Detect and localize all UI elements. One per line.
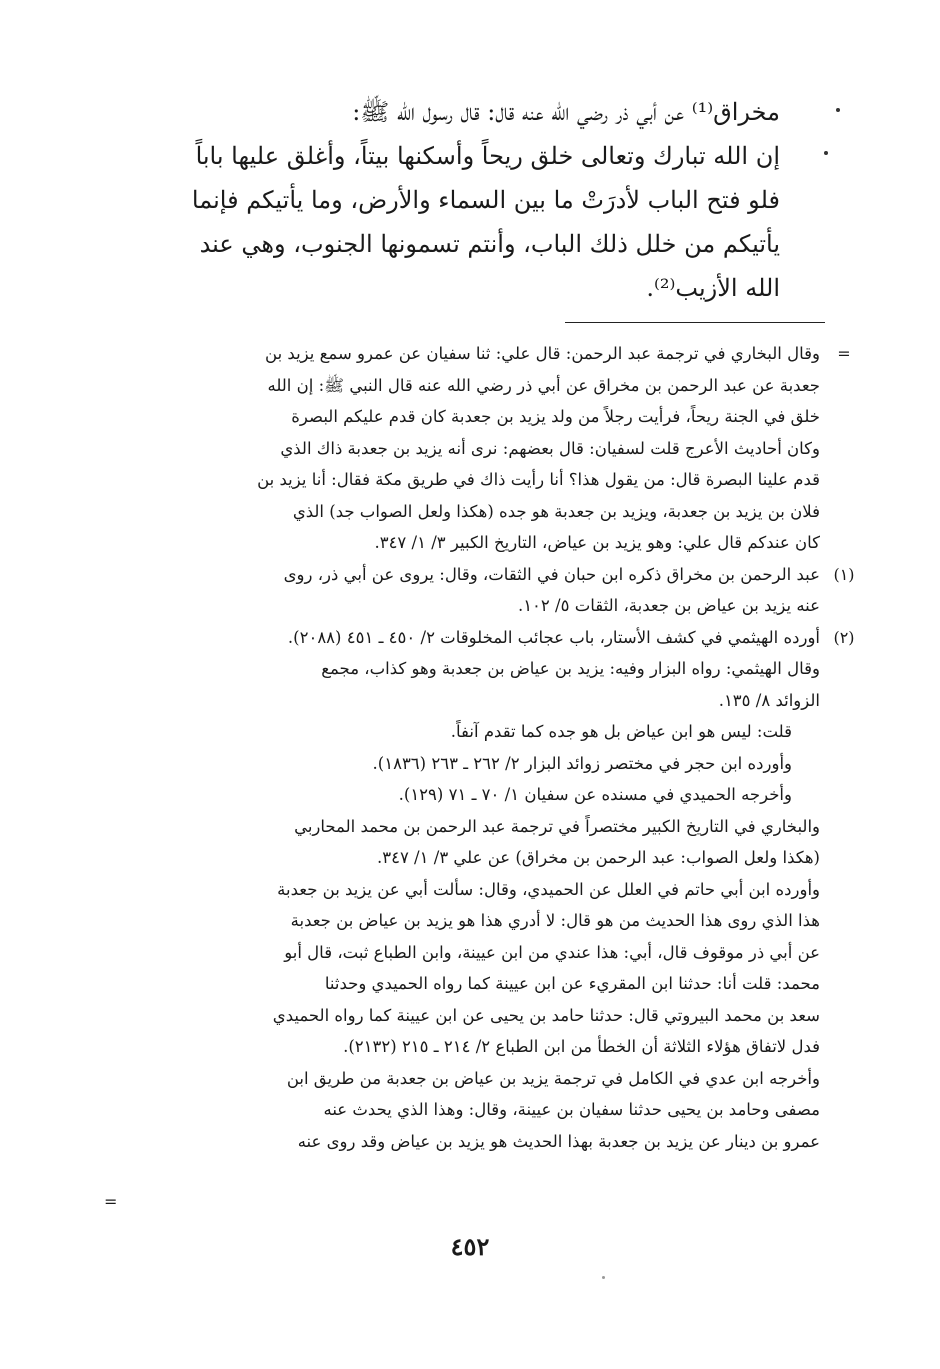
footnote-line: وقال الهيثمي: رواه البزار وفيه: يزيد بن عياض بن جعدبة وهو كذاب، مجمع [321, 659, 820, 678]
decorative-dot [836, 108, 840, 112]
footnote-line: محمد: قلت أنا: حدثنا ابن المقريء عن ابن عيينة كما رواه الحميدي وحدثنا [324, 974, 820, 993]
footnote-line: كان عندكم قال علي: وهو يزيد بن عياض، التاريخ الكبير ٣/ ١/ ٣٤٧. [374, 533, 820, 552]
footnote-number-1: (١) [833, 564, 855, 584]
decorative-dot [602, 1276, 605, 1279]
footnote-line: قلت: ليس هو ابن عياض بل هو جده كما تقدم آنفاً. [450, 722, 792, 741]
end-continuation-marker: = [104, 1192, 118, 1211]
decorative-dot [824, 151, 828, 155]
main-text-line: الله الأزيب⁽²⁾. [646, 274, 780, 302]
footnote-line: مصفى وحامد بن يحيى حدثنا سفيان بن عيينة، وقال: وهذا الذي يحدث عنه [323, 1100, 820, 1119]
main-text-line: يأتيكم من خلل ذلك الباب، وأنتم تسمونها الجنوب، وهي عند [199, 230, 780, 258]
main-text-line: إن الله تبارك وتعالى خلق ريحاً وأسكنها بيتاً، وأغلق عليها باباً [195, 142, 780, 170]
footnote-separator [565, 322, 825, 323]
continuation-marker: = [837, 344, 851, 363]
footnote-line [120, 559, 855, 591]
footnote-line: وكان أحاديث الأعرج قلت لسفيان: قال بعضهم: نرى أنه يزيد بن جعدبة ذاك الذي [280, 438, 820, 458]
footnotes-section [120, 338, 855, 1157]
footnote-line: خلق في الجنة ريحاً، فرأيت رجلاً من ولد يزيد بن جعدبة كان قدم عليكم البصرة [291, 407, 820, 426]
main-body-text [140, 90, 780, 310]
footnote-line: وأورده ابن أبي حاتم في العلل عن الحميدي، وقال: سألت أبي عن يزيد بن جعدبة [277, 879, 820, 899]
footnote-line [120, 338, 851, 370]
footnote-line: فدل لاتفاق هؤلاء الثلاثة أن الخطأ من ابن الطباع ٢/ ٢١٤ ـ ٢١٥ (٢١٣٢). [343, 1037, 820, 1056]
footnote-line: وأخرجه الحميدي في مسنده عن سفيان ١/ ٧٠ ـ ٧١ (١٢٩). [398, 785, 792, 804]
footnote-line: فلان بن يزيد بن جعدبة، ويزيد بن جعدبة هو جده (هكذا ولعل الصواب جد) الذي [292, 501, 820, 521]
footnote-text: أورده الهيثمي في كشف الأستار، باب عجائب المخلوقات ٢/ ٤٥٠ ـ ٤٥١ (٢٠٨٨). [287, 627, 820, 647]
footnote-line: هذا الذي روى هذا الحديث من هو قال: لا أدري هذا هو يزيد بن عياض بن جعدبة [290, 911, 820, 930]
footnote-line [120, 622, 855, 654]
footnote-line: قدم علينا البصرة قال: من يقول هذا؟ أنا رأيت ذاك في طريق مكة فقال: أنا يزيد بن [257, 470, 820, 489]
footnote-text: عبد الرحمن بن مخراق ذكره ابن حبان في الثقات، وقال: يروى عن أبي ذر، روى [283, 564, 820, 584]
footnote-line: عمرو بن دينار عن يزيد بن جعدبة بهذا الحديث هو يزيد بن عياض وقد روى عنه [297, 1131, 820, 1151]
footnote-line: عنه يزيد بن عياض بن جعدبة، الثقات ٥/ ١٠٢. [517, 596, 820, 615]
main-text-line: مخراق⁽¹⁾ عن أبي ذر رضي الله عنه قال: قال رسول الله ﷺ: [352, 98, 780, 126]
footnote-line: سعد بن محمد البيروتي قال: حدثنا حامد بن يحيى عن ابن عيينة كما رواه الحميدي [272, 1005, 820, 1025]
footnote-line: وأخرجه ابن عدي في الكامل في ترجمة يزيد بن عياض بن جعدبة من طريق ابن [286, 1068, 820, 1088]
footnote-number-2: (٢) [833, 627, 855, 647]
footnote-line: وأورده ابن حجر في مختصر زوائد البزار ٢/ ٢٦٢ ـ ٢٦٣ (١٨٣٦). [372, 753, 792, 773]
main-text-line: فلو فتح الباب لأدرَتْ ما بين السماء والأرض، وما يأتيكم فإنما [191, 186, 780, 214]
footnote-line: الزوائد ٨/ ١٣٥. [718, 690, 820, 710]
footnote-line: جعدبة عن عبد الرحمن بن مخراق عن أبي ذر رضي الله عنه قال النبي ﷺ: إن الله [267, 375, 820, 395]
page-number: ٤٥٢ [450, 1232, 490, 1261]
footnote-line: والبخاري في التاريخ الكبير مختصراً في ترجمة عبد الرحمن بن محمد المحاربي [294, 816, 820, 836]
footnote-line: (هكذا ولعل الصواب: عبد الرحمن بن مخراق) عن علي ٣/ ١/ ٣٤٧. [376, 848, 820, 867]
footnote-text: وقال البخاري في ترجمة عبد الرحمن: قال علي: ثنا سفيان عن عمرو سمع يزيد بن [265, 344, 820, 363]
footnote-line: عن أبي ذر موقوف قال، أبي: هذا عندي من ابن عيينة، وابن الطباع ثبت، قال أبو [284, 942, 820, 962]
